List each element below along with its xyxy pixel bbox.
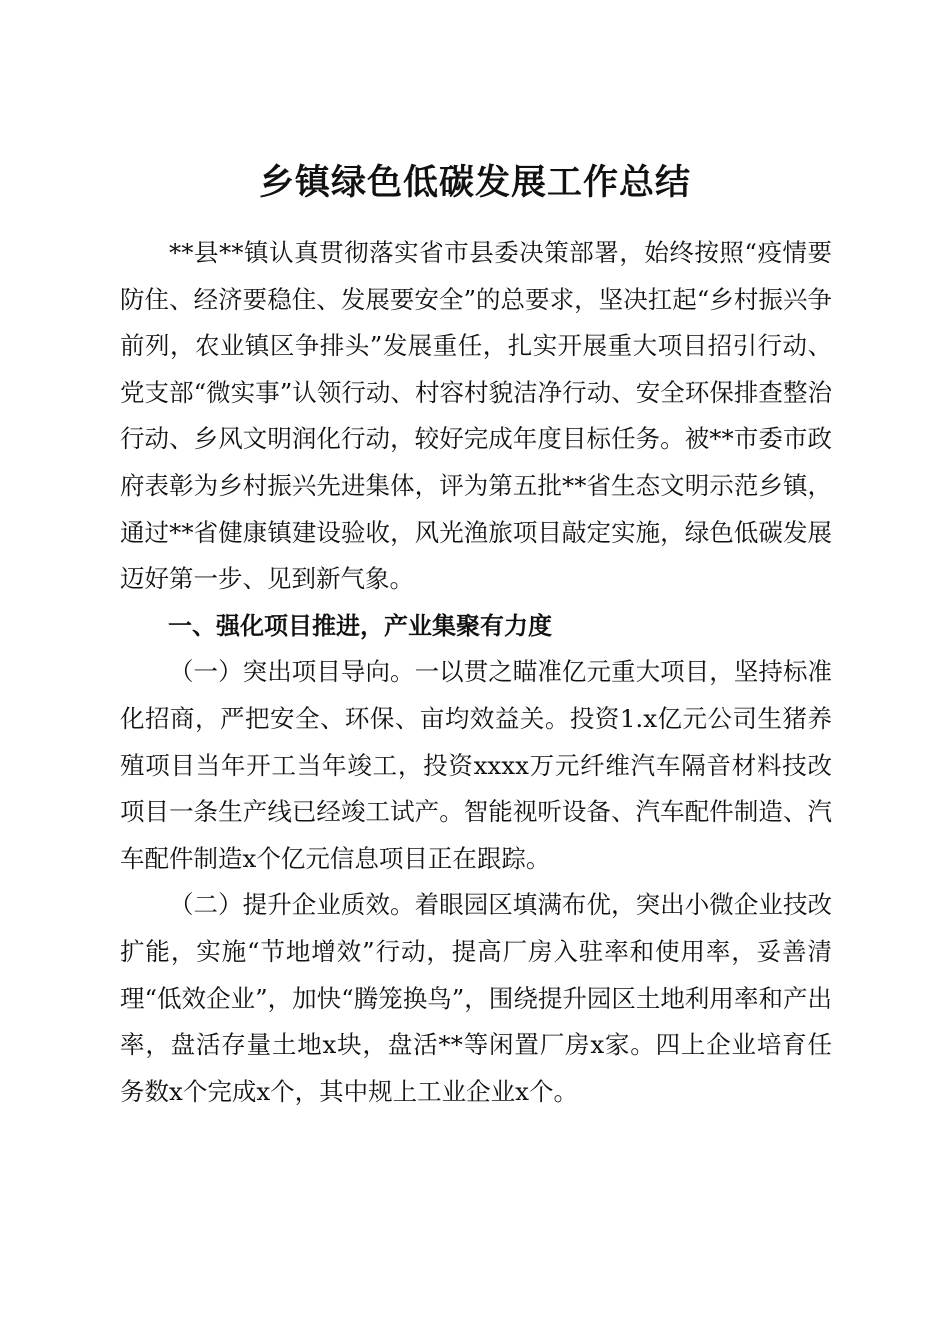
subsection-paragraph xyxy=(120,649,832,882)
document-title: 乡镇绿色低碳发展工作总结 xyxy=(258,162,691,204)
subsection-label: （一）突出项目导向。 xyxy=(169,657,415,687)
subsection-label: （二）提升企业质效。 xyxy=(169,890,415,920)
document-body xyxy=(120,230,832,1115)
subsection-text: 着眼园区填满布优，突出小微企业技改扩能，实施“节地增效”行动，提高厂房入驻率和使用率，妥善清理“低效企业”，加快“腾笼换鸟”，围绕提升园区土地利用率和产出率，盘活存量土地x块，盘活**等闲置厂房x家。四上企业培育任务数x个完成x个，其中规上工业企业x个。 xyxy=(120,890,832,1106)
intro-paragraph: **县**镇认真贯彻落实省市县委决策部署，始终按照“疫情要防住、经济要稳住、发展要安全”的总要求，坚决扛起“乡村振兴争前列，农业镇区争排头”发展重任，扎实开展重大项目招引行动、党支部“微实事”认领行动、村容村貌洁净行动、安全环保排查整治行动、乡风文明润化行动，较好完成年度目标任务。被**市委市政府表彰为乡村振兴先进集体，评为第五批**省生态文明示范乡镇，通过**省健康镇建设验收，风光渔旅项目敲定实施，绿色低碳发展迈好第一步、见到新气象。 xyxy=(120,238,832,594)
subsection-paragraph xyxy=(120,882,832,1115)
subsection-text: 一以贯之瞄准亿元重大项目，坚持标准化招商，严把安全、环保、亩均效益关。投资1.x亿元公司生猪养殖项目当年开工当年竣工，投资xxxx万元纤维汽车隔音材料技改项目一条生产线已经竣工试产。智能视听设备、汽车配件制造、汽车配件制造x个亿元信息项目正在跟踪。 xyxy=(120,657,832,873)
section-heading: 一、强化项目推进，产业集聚有力度 xyxy=(168,611,552,640)
